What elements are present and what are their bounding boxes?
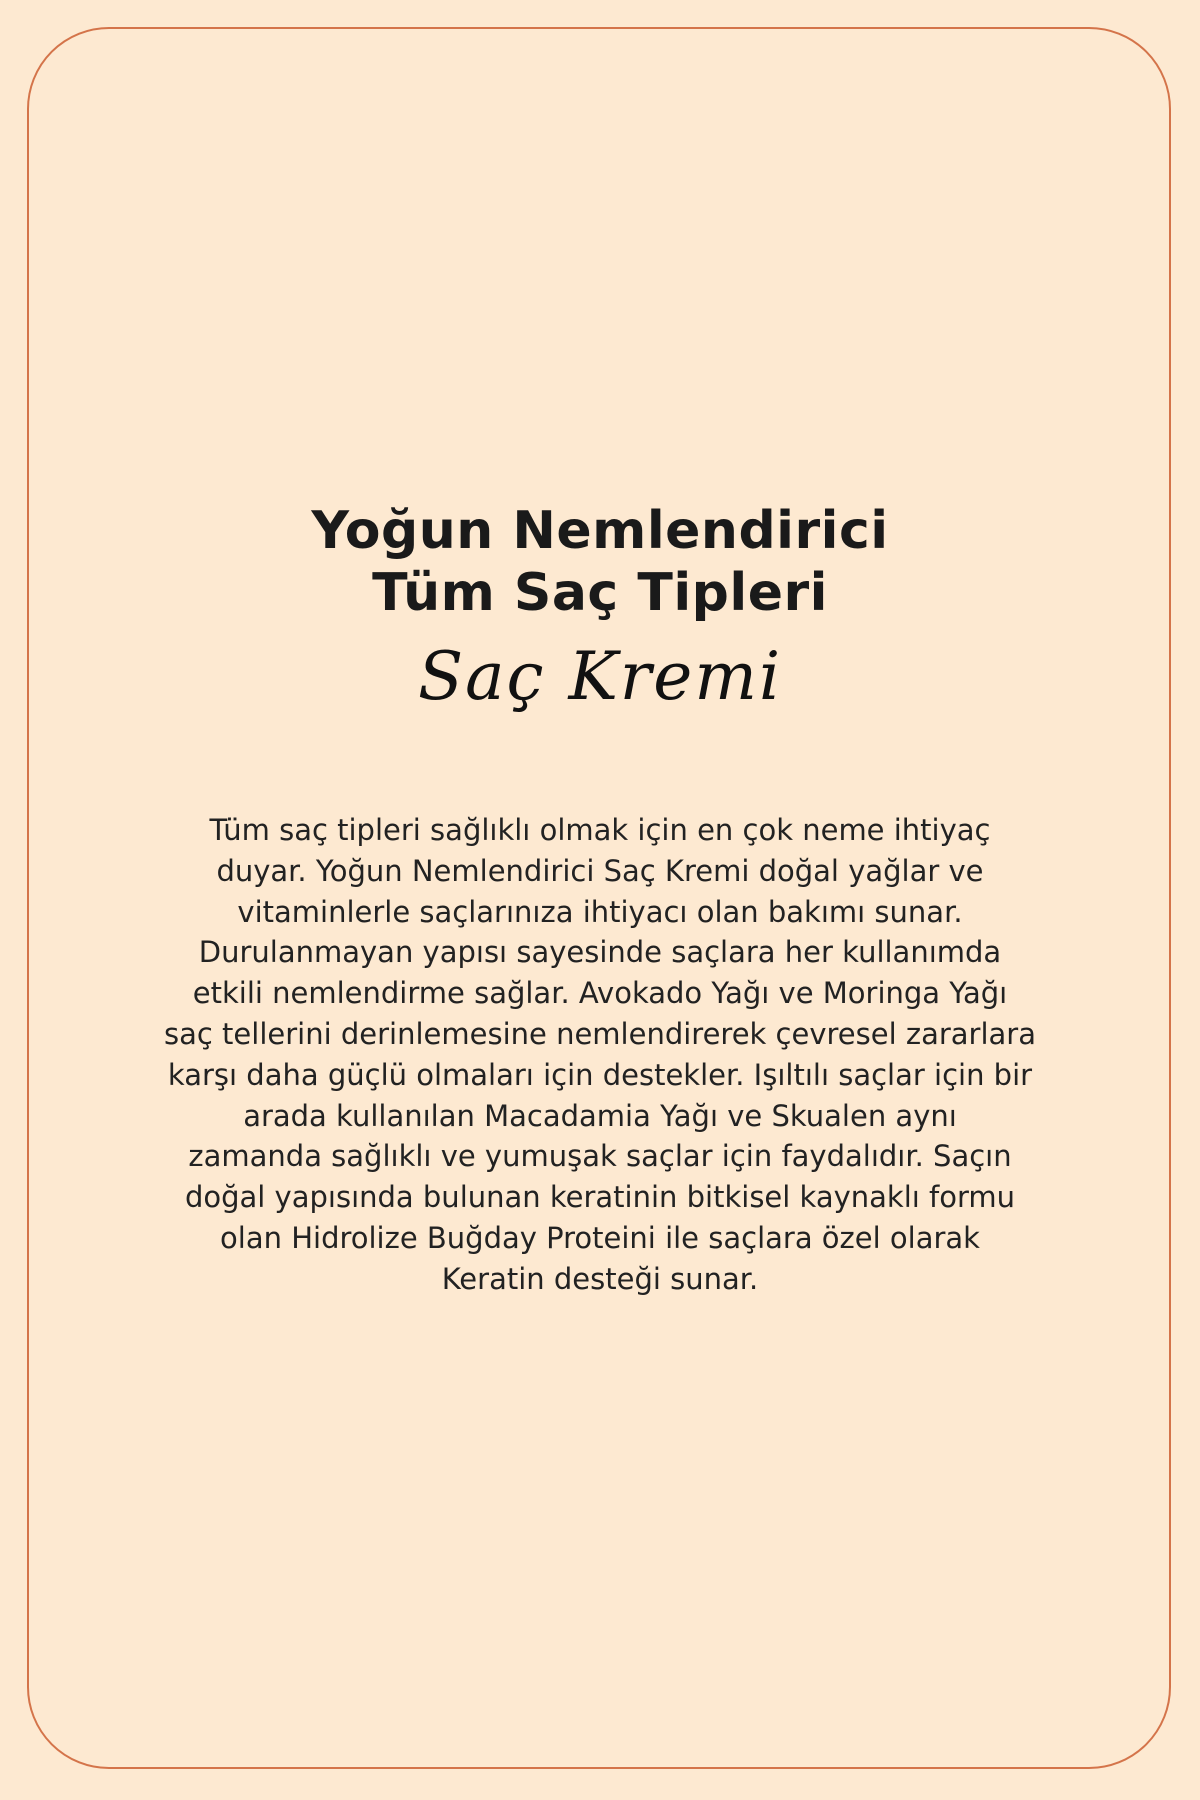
description-line: Durulanmayan yapısı sayesinde saçlara her kullanımda (198, 935, 1002, 970)
description-line: arada kullanılan Macadamia Yağı ve Skualen aynı (243, 1098, 957, 1133)
description-line: saç tellerini derinlemesine nemlendirerek çevresel zararlara (164, 1016, 1036, 1051)
description (70, 810, 1130, 1300)
title-line-1: Yoğun Nemlendirici (311, 501, 889, 561)
description-line: Tüm saç tipleri sağlıklı olmak için en çok neme ihtiyaç (209, 813, 991, 847)
description-line: Keratin desteği sunar. (441, 1261, 759, 1296)
title-line-2: Tüm Saç Tipleri (372, 563, 828, 623)
description-line: vitaminlerle saçlarınıza ihtiyacı olan bakımı sunar. (237, 894, 963, 929)
script-title: Saç Kremi (417, 638, 783, 715)
description-line: karşı daha güçlü olmaları için destekler. Işıltılı saçlar için bir (167, 1057, 1033, 1092)
description-line: zamanda sağlıklı ve yumuşak saçlar için faydalıdır. Saçın (188, 1139, 1012, 1174)
description-line: etkili nemlendirme sağlar. Avokado Yağı ve Moringa Yağı (192, 976, 1008, 1011)
description-line: olan Hidrolize Buğday Proteini ile saçlara özel olarak (220, 1220, 980, 1255)
description-line: duyar. Yoğun Nemlendirici Saç Kremi doğal yağlar ve (216, 853, 984, 888)
description-line: doğal yapısında bulunan keratinin bitkisel kaynaklı formu (184, 1180, 1016, 1215)
title-block (0, 500, 1200, 722)
